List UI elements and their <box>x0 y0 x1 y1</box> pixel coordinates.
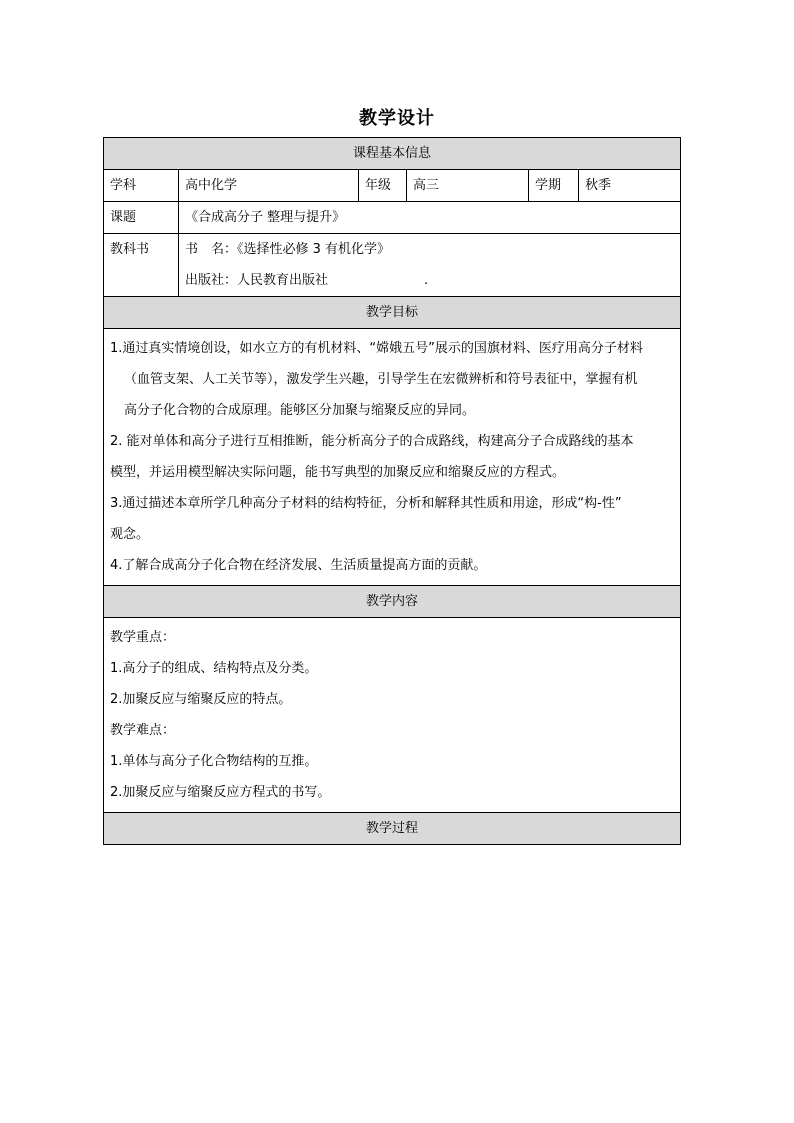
difficult-point-1: 1.单体与高分子化合物结构的互推。 <box>110 754 318 769</box>
section-header-basic-info <box>104 138 681 170</box>
goal-2-line-1: 2. 能对单体和高分子进行互相推断，能分析高分子的合成路线，构建高分子合成路线的基本 <box>110 434 634 449</box>
content-row <box>104 618 681 813</box>
topic-label: 课题 <box>104 202 179 234</box>
section-title: 教学过程 <box>104 813 681 845</box>
topic-value: 《合成高分子 整理与提升》 <box>179 202 681 234</box>
publisher-line <box>185 265 674 296</box>
goal-3-line-2: 观念。 <box>110 527 150 542</box>
textbook-label: 教科书 <box>104 234 179 297</box>
section-header-content <box>104 586 681 618</box>
goal-2-line-2: 模型，并运用模型解决实际问题，能书写典型的加聚反应和缩聚反应的方程式。 <box>110 465 566 480</box>
document-title: 教学设计 <box>359 108 435 129</box>
key-points-label: 教学重点： <box>110 630 176 645</box>
section-title: 课程基本信息 <box>104 138 681 170</box>
section-header-goals <box>104 297 681 329</box>
section-header-process <box>104 813 681 845</box>
section-title: 教学内容 <box>104 586 681 618</box>
subject-value: 高中化学 <box>179 170 359 202</box>
publisher: 出版社：人民教育出版社 <box>185 273 329 288</box>
book-name: 书 名：《选择性必修 3 有机化学》 <box>185 242 391 257</box>
textbook-row <box>104 234 681 297</box>
term-label: 学期 <box>529 170 579 202</box>
section-title: 教学目标 <box>104 297 681 329</box>
goals-row <box>104 329 681 586</box>
goal-1-line-1: 1.通过真实情境创设，如水立方的有机材料、“嫦娥五号”展示的国旗材料、医疗用高分子材料 <box>110 341 643 356</box>
goals-body <box>104 329 681 586</box>
content-body <box>104 618 681 813</box>
lesson-plan-table <box>103 137 681 845</box>
key-point-2: 2.加聚反应与缩聚反应的特点。 <box>110 692 292 707</box>
textbook-details <box>179 234 681 297</box>
goal-4-line-1: 4.了解合成高分子化合物在经济发展、生活质量提高方面的贡献。 <box>110 558 487 573</box>
grade-value: 高三 <box>407 170 529 202</box>
topic-row <box>104 202 681 234</box>
term-value: 秋季 <box>579 170 681 202</box>
goal-1-line-3: 高分子化合物的合成原理。能够区分加聚与缩聚反应的异同。 <box>124 403 476 418</box>
key-point-1: 1.高分子的组成、结构特点及分类。 <box>110 661 318 676</box>
grade-label: 年级 <box>359 170 407 202</box>
goal-1-line-2: （血管支架、人工关节等），激发学生兴趣，引导学生在宏微辨析和符号表征中，掌握有机 <box>124 372 638 387</box>
difficult-point-2: 2.加聚反应与缩聚反应方程式的书写。 <box>110 785 331 800</box>
difficult-points-label: 教学难点： <box>110 723 176 738</box>
info-row <box>104 170 681 202</box>
subject-label: 学科 <box>104 170 179 202</box>
goal-3-line-1: 3.通过描述本章所学几种高分子材料的结构特征，分析和解释其性质和用途，形成“构-性” <box>110 496 622 511</box>
publisher-dot: . <box>424 273 429 288</box>
